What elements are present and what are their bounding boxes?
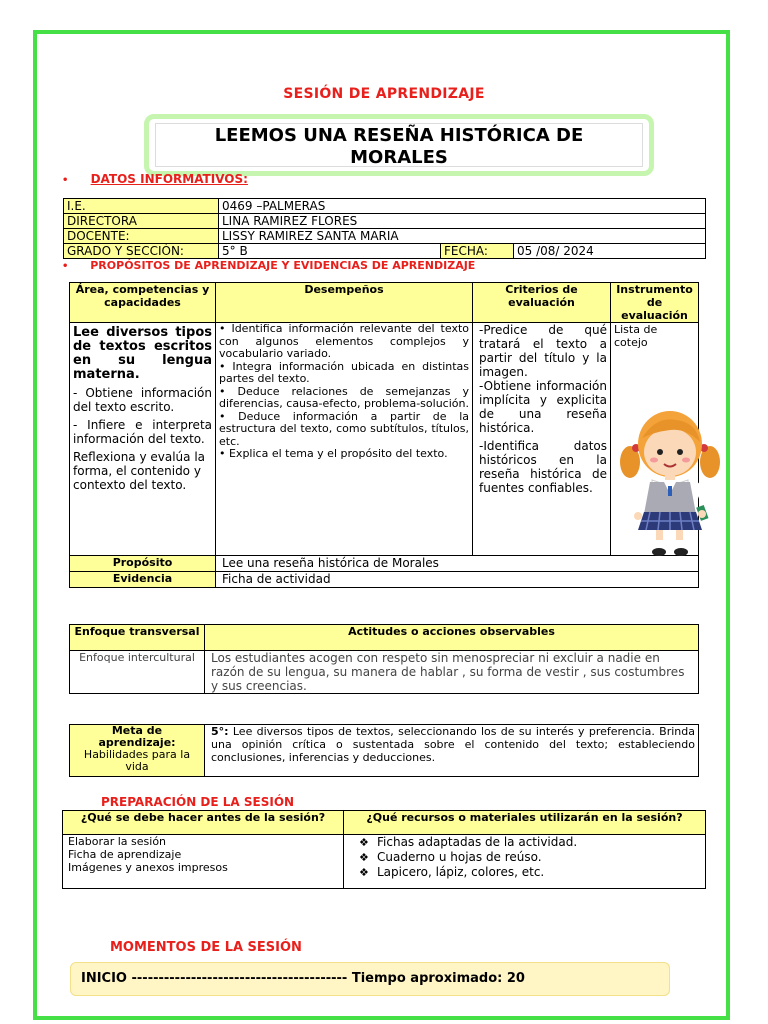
grado-value: 5° B — [219, 244, 441, 259]
diamond-bullet-icon: ❖ — [359, 866, 369, 879]
enfoque-name: Enfoque intercultural — [70, 651, 205, 694]
diamond-bullet-icon: ❖ — [359, 836, 369, 849]
capacidad-1: - Obtiene información del texto escrito. — [73, 386, 212, 414]
desempeno-4: • Deduce información a partir de la estructura del texto, como subtítulos, títulos, etc. — [219, 409, 469, 448]
bullet-icon: • — [62, 175, 69, 186]
meta-grade: 5°: — [211, 725, 229, 738]
enfoque-table — [69, 624, 699, 694]
list-item — [347, 835, 702, 850]
desempeno-3: • Deduce relaciones de semejanzas y diferencias, causa-efecto, problema-solución. — [219, 384, 469, 410]
preparacion-col1: ¿Qué se debe hacer antes de la sesión? — [63, 811, 344, 835]
title-box-overlay — [144, 114, 654, 176]
docente-label: DOCENTE: — [64, 229, 219, 244]
inicio-text: INICIO ---------------------------------------- Tiempo aproximado: 20 — [81, 971, 525, 986]
criterio-2: -Obtiene información implícita y explicita de una reseña histórica. — [479, 379, 607, 435]
competencia: Lee diversos tipos de textos escritos en su lengua materna. — [73, 325, 212, 382]
capacidad-2: - Infiere e interpreta información del texto. — [73, 418, 212, 446]
evidencia-value: Ficha de actividad — [216, 572, 699, 588]
meta-label: Meta de aprendizaje: — [98, 724, 176, 749]
inicio-box — [70, 962, 670, 996]
momentos-heading: MOMENTOS DE LA SESIÓN — [110, 940, 302, 955]
antes-item: Imágenes y anexos impresos — [68, 861, 228, 874]
evidencia-label: Evidencia — [70, 572, 216, 588]
datos-heading-label: DATOS INFORMATIVOS: — [90, 172, 248, 186]
list-item — [347, 865, 702, 880]
meta-text: Lee diversos tipos de textos, seleccionando los de su interés y preferencia. Brinda una opinión crítica o sustentada sobre el contenido del texto; estableciendo conclusiones, inferencias y deducciones. — [211, 725, 695, 764]
col-desempenos: Desempeños — [216, 283, 473, 323]
recursos-cell — [344, 835, 706, 889]
grado-label: GRADO Y SECCIÓN: — [64, 244, 219, 259]
recurso-text: Fichas adaptadas de la actividad. — [377, 835, 578, 849]
meta-label-cell — [70, 725, 205, 777]
col-area: Área, competencias y capacidades — [70, 283, 216, 323]
antes-item: Ficha de aprendizaje — [68, 848, 182, 861]
enfoque-text: Los estudiantes acogen con respeto sin menospreciar ni excluir a nadie en razón de su lengua, su manera de hablar , su forma de vestir , sus costumbres y sus creencias. — [205, 651, 699, 694]
desempenos-cell — [216, 323, 473, 556]
session-title: SESIÓN DE APRENDIZAJE — [283, 86, 485, 102]
proposito-label: Propósito — [70, 556, 216, 572]
area-cell — [70, 323, 216, 556]
datos-table — [63, 198, 706, 259]
capacidad-3: Reflexiona y evalúa la forma, el contenido y contexto del texto. — [73, 450, 206, 492]
preparacion-heading: PREPARACIÓN DE LA SESIÓN — [101, 795, 295, 809]
main-title-line2: MORALES — [350, 147, 448, 168]
instrumento-value: Lista de cotejo — [614, 323, 658, 349]
preparacion-table — [62, 810, 706, 889]
propositos-heading-label: PROPÓSITOS DE APRENDIZAJE Y EVIDENCIAS DE APRENDIZAJE — [90, 259, 476, 272]
directora-value: LINA RAMIREZ FLORES — [219, 214, 706, 229]
propositos-table — [69, 282, 699, 588]
girl-illustration — [616, 402, 724, 562]
criterio-3: -Identifica datos históricos en la reseña histórica de fuentes confiables. — [479, 439, 607, 495]
meta-sublabel: Habilidades para la vida — [83, 748, 191, 773]
criterio-1: -Predice de qué tratará el texto a partir del título y la imagen. — [479, 323, 607, 379]
bullet-icon: • — [62, 261, 69, 272]
enfoque-col2: Actitudes o acciones observables — [205, 625, 699, 651]
desempeno-1: • Identifica información relevante del texto con algunos elementos complejos y vocabulario variado. — [219, 322, 469, 360]
col-criterios: Criterios de evaluación — [473, 283, 611, 323]
directora-label: DIRECTORA — [64, 214, 219, 229]
propositos-heading — [62, 259, 475, 272]
col-instrumento: Instrumento de evaluación — [611, 283, 699, 323]
preparacion-col2: ¿Qué recursos o materiales utilizarán en la sesión? — [344, 811, 706, 835]
antes-item: Elaborar la sesión — [68, 835, 167, 848]
antes-cell — [63, 835, 344, 889]
ie-label: I.E. — [64, 199, 219, 214]
fecha-value: 05 /08/ 2024 — [514, 244, 706, 259]
meta-table — [69, 724, 699, 777]
fecha-label: FECHA: — [441, 244, 514, 259]
recurso-text: Cuaderno u hojas de reúso. — [377, 850, 542, 864]
desempeno-2: • Integra información ubicada en distintas partes del texto. — [219, 359, 469, 385]
enfoque-col1: Enfoque transversal — [70, 625, 205, 651]
recurso-text: Lapicero, lápiz, colores, etc. — [377, 865, 545, 879]
diamond-bullet-icon: ❖ — [359, 851, 369, 864]
ie-value: 0469 –PALMERAS — [219, 199, 706, 214]
proposito-value: Lee una reseña histórica de Morales — [216, 556, 699, 572]
meta-text-cell — [205, 725, 699, 777]
recursos-list — [347, 835, 702, 880]
criterios-cell — [473, 323, 611, 556]
main-title-line1: LEEMOS UNA RESEÑA HISTÓRICA DE — [214, 125, 584, 146]
list-item — [347, 850, 702, 865]
docente-value: LISSY RAMIREZ SANTA MARIA — [219, 229, 706, 244]
desempeno-5: • Explica el tema y el propósito del texto. — [219, 447, 448, 460]
